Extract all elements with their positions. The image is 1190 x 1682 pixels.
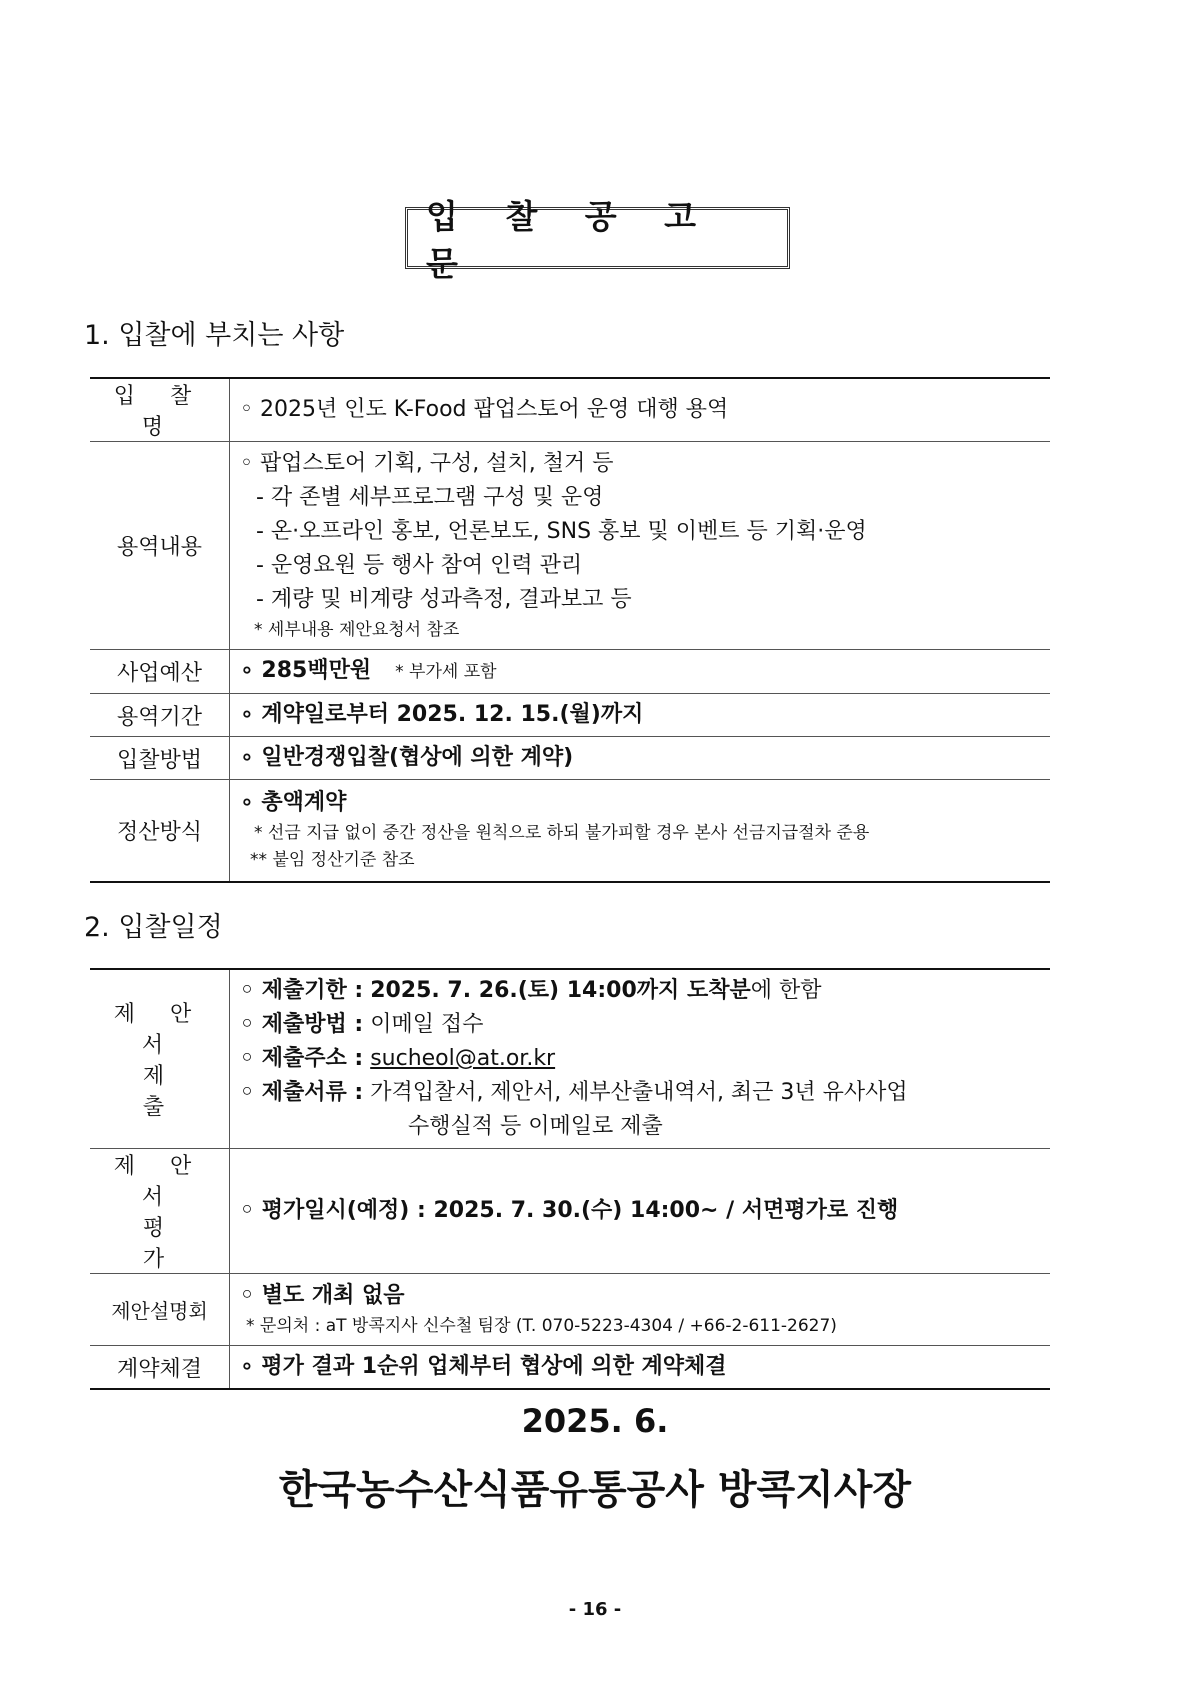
row-content: ∘ 일반경쟁입찰(협상에 의한 계약) — [230, 737, 1051, 780]
section1-heading: 1. 입찰에 부치는 사항 — [84, 320, 345, 351]
table-row — [90, 737, 1050, 780]
table-row — [90, 650, 1050, 694]
email-link[interactable]: sucheol@at.or.kr — [370, 1046, 556, 1071]
row-content: ◦ 별도 개최 없음 * 문의처 : aT 방콕지사 신수철 팀장 (T. 070-5223-4304 / +66-2-611-2627) — [230, 1274, 1051, 1346]
table-row — [90, 969, 1050, 1149]
row-label: 용역기간 — [90, 694, 230, 737]
row-content: ∘ 285백만원 * 부가세 포함 — [230, 650, 1051, 694]
table-row — [90, 1149, 1050, 1274]
table-row — [90, 442, 1050, 650]
row-content: ◦ 평가일시(예정) : 2025. 7. 30.(수) 14:00~ / 서면평가로 진행 — [230, 1149, 1051, 1274]
table-row — [90, 378, 1050, 442]
table-row — [90, 1346, 1050, 1390]
notice-title: 입 찰 공 고 문 — [426, 197, 714, 283]
row-content: ◦ 2025년 인도 K-Food 팝업스토어 운영 대행 용역 — [230, 378, 1051, 442]
bid-details-table — [90, 377, 1050, 883]
row-label: 정산방식 — [90, 780, 230, 882]
table-row — [90, 1274, 1050, 1346]
row-label: 제안설명회 — [90, 1274, 230, 1346]
row-content: ∘ 총액계약 * 선금 지급 없이 중간 정산을 원칙으로 하되 불가피할 경우 본사 선금지급절차 준용 ** 붙임 정산기준 참조 — [240, 790, 870, 871]
row-content: ◦ 제출기한 : 2025. 7. 26.(토) 14:00까지 도착분에 한함 ◦ 제출방법 : 이메일 접수 ◦ 제출주소 : sucheol@at.or.kr ◦ 제출서류 : 가격입찰서, 제안서, 세부산출내역서, 최근 3년 유사사업 수행실적 등 이메일로 제출 — [230, 969, 1051, 1149]
section2-heading: 2. 입찰일정 — [84, 912, 223, 943]
page-number: - 16 - — [568, 1599, 622, 1620]
row-content: ∘ 계약일로부터 2025. 12. 15.(월)까지 — [230, 694, 1051, 737]
row-label: 계약체결 — [90, 1346, 230, 1390]
row-label: 용역내용 — [90, 442, 230, 650]
row-label: 입 찰 명 — [90, 378, 230, 442]
row-label: 입찰방법 — [90, 737, 230, 780]
row-content: ◦ 팝업스토어 기획, 구성, 설치, 철거 등 - 각 존별 세부프로그램 구성 및 운영 - 온·오프라인 홍보, 언론보도, SNS 홍보 및 이벤트 등 기획·운영 - 운영요원 등 행사 참여 인력 관리 - 계량 및 비계량 성과측정, 결과보고 등 * 세부내용 제안요청서 참조 — [230, 442, 1051, 650]
issuing-organization: 한국농수산식품유통공사 방콕지사장 — [278, 1467, 912, 1513]
row-label: 제 안 서 제 출 — [90, 969, 230, 1149]
notice-date: 2025. 6. — [521, 1402, 669, 1440]
table-row — [90, 694, 1050, 737]
row-label: 제 안 서 평 가 — [90, 1149, 230, 1274]
notice-title-box — [405, 197, 790, 283]
row-label: 사업예산 — [90, 650, 230, 694]
bid-schedule-table — [90, 968, 1050, 1390]
table-row — [90, 780, 1050, 882]
row-content: ∘ 평가 결과 1순위 업체부터 협상에 의한 계약체결 — [240, 1354, 727, 1379]
